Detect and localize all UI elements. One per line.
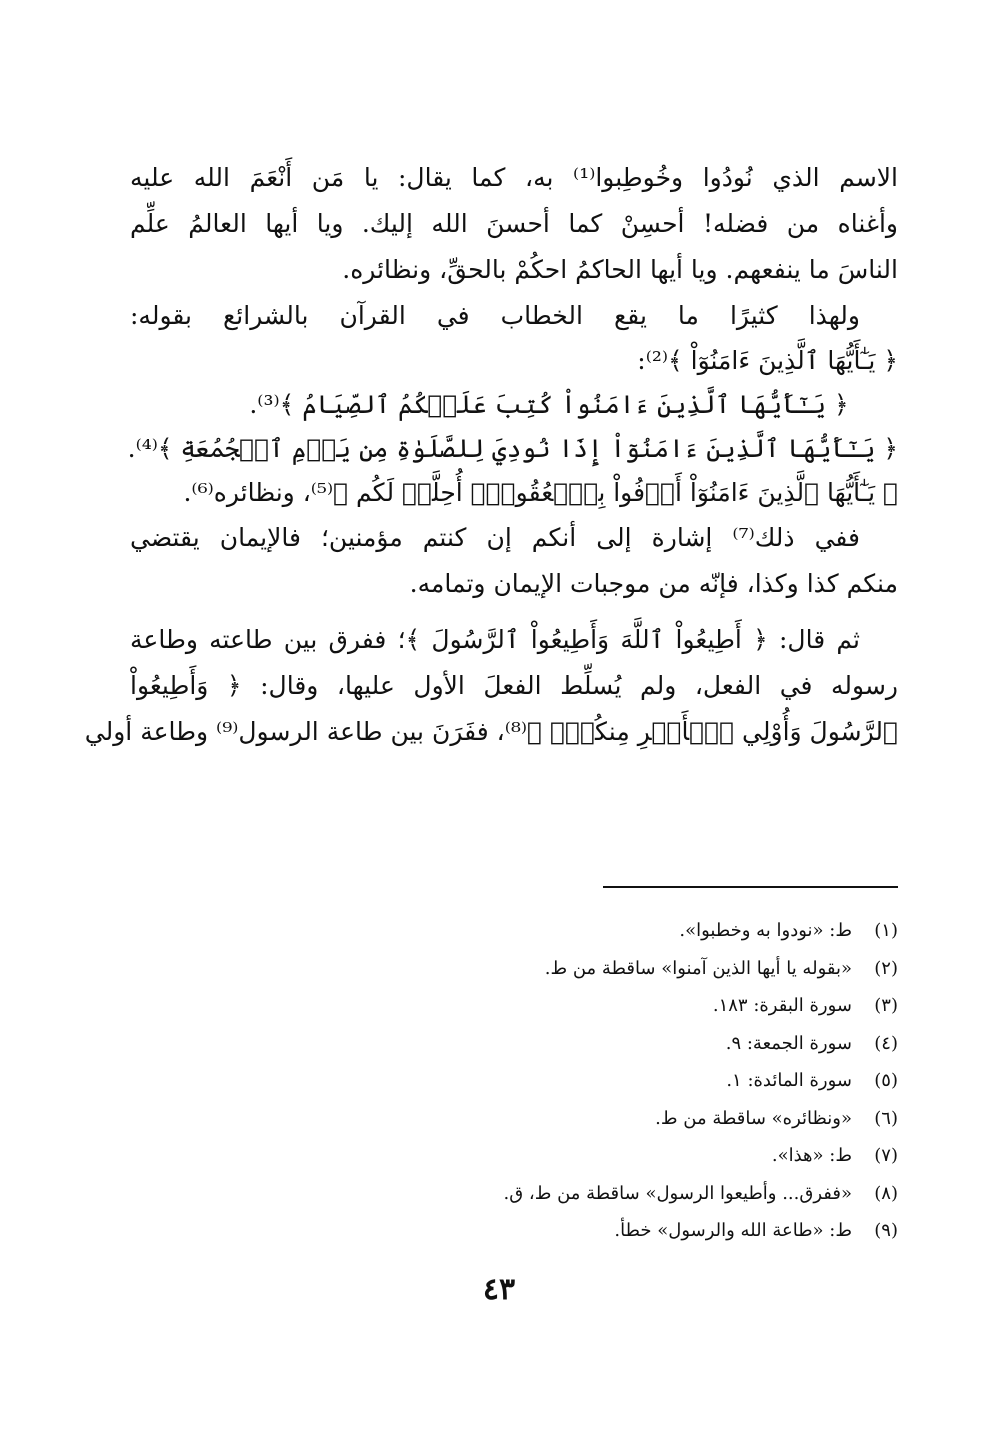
footnote-number: (١) [874,920,898,941]
footnote-text: «ففرق... وأطيعوا الرسول» ساقطة من ط، ق. [503,1182,852,1204]
footnote-number: (٨) [874,1182,898,1204]
text-line: ففي ذلك⁽⁷⁾ إشارة إلى أنكم إن كنتم مؤمنين؛ فالإيمان يقتضي [130,523,861,552]
footnote [298,1137,898,1175]
footnote-text: ط: «نودوا به وخطبوا». [679,920,852,941]
footnote-number: (٦) [874,1107,898,1129]
paragraph-gap [130,607,898,617]
page-number: ٤٣ [482,1272,516,1307]
footnote-number: (٥) [874,1070,898,1091]
verse-line: ﴿ يَـٰٓأَيُّهَا ٱلَّذِينَ ءَامَنُوٓاْ إِذَا نُودِيَ لِلصَّلَوٰةِ مِن يَوۡمِ ٱلۡجُمُعَةِ ﴾⁽⁴⁾. [127,434,898,463]
text-line: ثم قال: ﴿ أَطِيعُواْ ٱللَّهَ وَأَطِيعُواْ ٱلرَّسُولَ ﴾؛ ففرق بين طاعته وطاعة [130,625,860,654]
footnote-divider [603,886,898,888]
footnote-text: سورة المائدة: ١. [726,1070,852,1091]
footnote [298,912,898,950]
footnote [298,1025,898,1063]
text-line: ٱلرَّسُولَ وَأُوْلِي ٱلۡأَمۡرِ مِنكُمۡۖ ﴾⁽⁸⁾، ففَرَنَ بين طاعة الرسول⁽⁹⁾ وطاعة أولي [84,717,898,746]
footnote-text: سورة الجمعة: ٩. [725,1032,852,1054]
verse-line: ﴿ يَـٰٓأَيُّهَا ٱلَّذِينَ ءَامَنُوٓاْ ﴾⁽²⁾: [637,346,898,375]
verse-line: ﴿ يَـٰٓأَيُّهَا ٱلَّذِينَ ءَامَنُوٓاْ أَوۡفُواْ بِٱلۡعُقُودِۚ أُحِلَّتۡ لَكُم ﴾⁽⁵⁾، ونظائره⁽⁶⁾. [183,478,898,507]
footnote-text: «ونظائره» ساقطة من ط. [655,1107,852,1129]
footnote [298,1100,898,1138]
footnote-text: ط: «طاعة الله والرسول» خطأ. [614,1220,852,1241]
text-line: الناسَ ما ينفعهم. ويا أيها الحاكمُ احكُمْ بالحقِّ، ونظائره. [342,255,898,284]
footnote-text: ط: «هذا». [771,1145,852,1166]
text-line: الاسم الذي نُودُوا وخُوطِبوا⁽¹⁾ به، كما يقال: يا مَن أَنْعَمَ الله عليه [130,163,898,192]
text-line: وأغناه من فضله! أحسِنْ كما أحسنَ الله إليك. ويا أيها العالمُ علِّم [130,209,898,238]
footnote [298,1175,898,1213]
footnote [298,987,898,1025]
footnote [298,950,898,988]
text-line: ولهذا كثيرًا ما يقع الخطاب في القرآن بالشرائع بقوله: [130,301,860,330]
footnote-number: (٣) [874,995,898,1016]
footnote [298,1212,898,1250]
verse-line: ﴿ يَـٰٓأَيُّهَا ٱلَّذِينَ ءَامَنُواْ كُتِبَ عَلَيۡكُمُ ٱلصِّيَامُ ﴾⁽³⁾. [249,390,849,419]
main-text [84,155,898,755]
footnote-number: (٧) [874,1145,898,1166]
footnote-number: (٩) [874,1220,898,1241]
text-line: منكم كذا وكذا، فإنّه من موجبات الإيمان وتمامه. [409,569,898,598]
footnote-text: «بقوله يا أيها الذين آمنوا» ساقطة من ط. [544,957,852,979]
footnote-number: (٢) [874,957,898,979]
footnotes-list [298,912,898,1250]
footnote [298,1062,898,1100]
footnote-number: (٤) [874,1032,898,1054]
footnote-text: سورة البقرة: ١٨٣. [712,995,852,1016]
text-line: رسوله في الفعل، ولم يُسلِّط الفعلَ الأول عليها، وقال: ﴿ وَأَطِيعُواْ [130,671,898,700]
